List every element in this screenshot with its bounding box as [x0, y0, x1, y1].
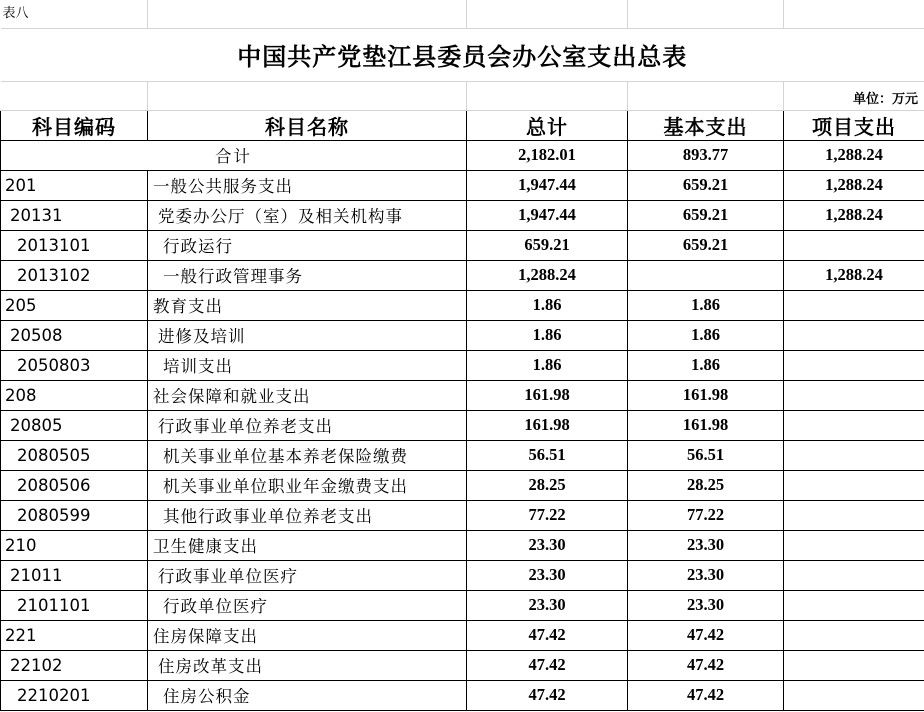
- basic-expense-cell[interactable]: 23.30: [628, 560, 784, 590]
- total-basic[interactable]: 893.77: [628, 140, 784, 170]
- basic-expense-cell[interactable]: 47.42: [628, 620, 784, 650]
- subject-name-cell[interactable]: 党委办公厅（室）及相关机构事: [148, 200, 467, 230]
- total-cell[interactable]: 1,288.24: [467, 260, 628, 290]
- project-expense-cell[interactable]: 1,288.24: [784, 260, 924, 290]
- subject-code-cell[interactable]: 20805: [1, 410, 148, 440]
- table-row: [1, 650, 924, 680]
- empty-cell[interactable]: [467, 0, 628, 28]
- subject-name-cell[interactable]: 培训支出: [148, 350, 467, 380]
- basic-expense-cell[interactable]: 23.30: [628, 530, 784, 560]
- total-cell[interactable]: 28.25: [467, 470, 628, 500]
- header-basic[interactable]: 基本支出: [628, 110, 784, 140]
- subject-name-cell[interactable]: 行政单位医疗: [148, 590, 467, 620]
- table-row: [1, 560, 924, 590]
- table-row: [1, 500, 924, 530]
- basic-expense-cell[interactable]: 47.42: [628, 650, 784, 680]
- subject-name-cell[interactable]: 行政事业单位医疗: [148, 560, 467, 590]
- header-row: [1, 110, 924, 140]
- subject-name-cell[interactable]: 一般公共服务支出: [148, 170, 467, 200]
- subject-code-cell[interactable]: 2101101: [1, 590, 148, 620]
- sheet-label-row: [1, 0, 924, 28]
- project-expense-cell[interactable]: [784, 560, 924, 590]
- empty-cell[interactable]: [467, 81, 628, 110]
- subject-name-cell[interactable]: 社会保障和就业支出: [148, 380, 467, 410]
- subject-code-cell[interactable]: 2080505: [1, 440, 148, 470]
- subject-name-cell[interactable]: 住房改革支出: [148, 650, 467, 680]
- empty-cell[interactable]: [628, 0, 784, 28]
- project-expense-cell[interactable]: [784, 620, 924, 650]
- project-expense-cell[interactable]: [784, 350, 924, 380]
- empty-cell[interactable]: [628, 81, 784, 110]
- project-expense-cell[interactable]: [784, 500, 924, 530]
- table-row: [1, 170, 924, 200]
- subject-code-cell[interactable]: 20508: [1, 320, 148, 350]
- table-row: [1, 200, 924, 230]
- basic-expense-cell[interactable]: 47.42: [628, 680, 784, 710]
- total-cell[interactable]: 77.22: [467, 500, 628, 530]
- table-row: [1, 320, 924, 350]
- subject-name-cell[interactable]: 进修及培训: [148, 320, 467, 350]
- unit-row: [1, 81, 924, 110]
- subject-name-cell[interactable]: 卫生健康支出: [148, 530, 467, 560]
- table-row: [1, 410, 924, 440]
- header-project[interactable]: 项目支出: [784, 110, 924, 140]
- subject-code-cell[interactable]: 2210201: [1, 680, 148, 710]
- subject-name-cell[interactable]: 其他行政事业单位养老支出: [148, 500, 467, 530]
- project-expense-cell[interactable]: 1,288.24: [784, 200, 924, 230]
- subject-name-cell[interactable]: 一般行政管理事务: [148, 260, 467, 290]
- basic-expense-cell[interactable]: 659.21: [628, 230, 784, 260]
- subject-code-cell[interactable]: 20131: [1, 200, 148, 230]
- total-cell[interactable]: 659.21: [467, 230, 628, 260]
- total-total[interactable]: 2,182.01: [467, 140, 628, 170]
- total-cell[interactable]: 161.98: [467, 380, 628, 410]
- total-cell[interactable]: 1,947.44: [467, 200, 628, 230]
- project-expense-cell[interactable]: [784, 380, 924, 410]
- subject-code-cell[interactable]: 2080506: [1, 470, 148, 500]
- basic-expense-cell[interactable]: 161.98: [628, 410, 784, 440]
- subject-code-cell[interactable]: 201: [1, 170, 148, 200]
- project-expense-cell[interactable]: [784, 320, 924, 350]
- table-row: [1, 350, 924, 380]
- header-code[interactable]: 科目编码: [1, 110, 148, 140]
- subject-code-cell[interactable]: 205: [1, 290, 148, 320]
- page-title[interactable]: 中国共产党垫江县委员会办公室支出总表: [1, 28, 924, 81]
- table-row: [1, 530, 924, 560]
- project-expense-cell[interactable]: [784, 290, 924, 320]
- unit-label[interactable]: 单位：万元: [784, 81, 924, 110]
- basic-expense-cell[interactable]: 1.86: [628, 320, 784, 350]
- basic-expense-cell[interactable]: 1.86: [628, 350, 784, 380]
- header-name[interactable]: 科目名称: [148, 110, 467, 140]
- total-cell[interactable]: 56.51: [467, 440, 628, 470]
- table-row: [1, 230, 924, 260]
- total-label[interactable]: 合计: [1, 140, 467, 170]
- total-cell[interactable]: 23.30: [467, 590, 628, 620]
- subject-code-cell[interactable]: 2013101: [1, 230, 148, 260]
- project-expense-cell[interactable]: [784, 470, 924, 500]
- total-cell[interactable]: 47.42: [467, 620, 628, 650]
- subject-name-cell[interactable]: 机关事业单位基本养老保险缴费: [148, 440, 467, 470]
- subject-code-cell[interactable]: 2013102: [1, 260, 148, 290]
- total-cell[interactable]: 23.30: [467, 530, 628, 560]
- subject-name-cell[interactable]: 行政事业单位养老支出: [148, 410, 467, 440]
- project-expense-cell[interactable]: [784, 680, 924, 710]
- table-row: [1, 440, 924, 470]
- empty-cell[interactable]: [148, 0, 467, 28]
- subject-name-cell[interactable]: 住房公积金: [148, 680, 467, 710]
- table-row: [1, 620, 924, 650]
- subject-name-cell[interactable]: 行政运行: [148, 230, 467, 260]
- table-row: [1, 260, 924, 290]
- table-row: [1, 380, 924, 410]
- header-total[interactable]: 总计: [467, 110, 628, 140]
- sheet-label[interactable]: 表八: [1, 0, 148, 28]
- total-cell[interactable]: 161.98: [467, 410, 628, 440]
- total-cell[interactable]: 1.86: [467, 320, 628, 350]
- subject-code-cell[interactable]: 2050803: [1, 350, 148, 380]
- total-project[interactable]: 1,288.24: [784, 140, 924, 170]
- basic-expense-cell[interactable]: 56.51: [628, 440, 784, 470]
- project-expense-cell[interactable]: [784, 410, 924, 440]
- basic-expense-cell[interactable]: 77.22: [628, 500, 784, 530]
- project-expense-cell[interactable]: [784, 650, 924, 680]
- total-row: [1, 140, 924, 170]
- project-expense-cell[interactable]: [784, 530, 924, 560]
- subject-name-cell[interactable]: 教育支出: [148, 290, 467, 320]
- total-cell[interactable]: 1.86: [467, 350, 628, 380]
- subject-name-cell[interactable]: 机关事业单位职业年金缴费支出: [148, 470, 467, 500]
- total-cell[interactable]: 47.42: [467, 650, 628, 680]
- basic-expense-cell[interactable]: 161.98: [628, 380, 784, 410]
- basic-expense-cell[interactable]: 659.21: [628, 170, 784, 200]
- subject-code-cell[interactable]: 21011: [1, 560, 148, 590]
- subject-code-cell[interactable]: 221: [1, 620, 148, 650]
- total-cell[interactable]: 1,947.44: [467, 170, 628, 200]
- total-cell[interactable]: 47.42: [467, 680, 628, 710]
- table-row: [1, 590, 924, 620]
- table-row: [1, 470, 924, 500]
- basic-expense-cell[interactable]: 28.25: [628, 470, 784, 500]
- subject-code-cell[interactable]: 22102: [1, 650, 148, 680]
- empty-cell[interactable]: [148, 81, 467, 110]
- basic-expense-cell[interactable]: 659.21: [628, 200, 784, 230]
- table-row: [1, 680, 924, 710]
- title-row: [1, 28, 924, 81]
- project-expense-cell[interactable]: [784, 590, 924, 620]
- empty-cell[interactable]: [784, 0, 924, 28]
- total-cell[interactable]: 23.30: [467, 560, 628, 590]
- subject-code-cell[interactable]: 210: [1, 530, 148, 560]
- basic-expense-cell[interactable]: 23.30: [628, 590, 784, 620]
- project-expense-cell[interactable]: 1,288.24: [784, 170, 924, 200]
- project-expense-cell[interactable]: [784, 230, 924, 260]
- table-row: [1, 290, 924, 320]
- basic-expense-cell[interactable]: 1.86: [628, 290, 784, 320]
- total-cell[interactable]: 1.86: [467, 290, 628, 320]
- subject-code-cell[interactable]: 2080599: [1, 500, 148, 530]
- empty-cell[interactable]: [1, 81, 148, 110]
- project-expense-cell[interactable]: [784, 440, 924, 470]
- subject-name-cell[interactable]: 住房保障支出: [148, 620, 467, 650]
- basic-expense-cell[interactable]: [628, 260, 784, 290]
- subject-code-cell[interactable]: 208: [1, 380, 148, 410]
